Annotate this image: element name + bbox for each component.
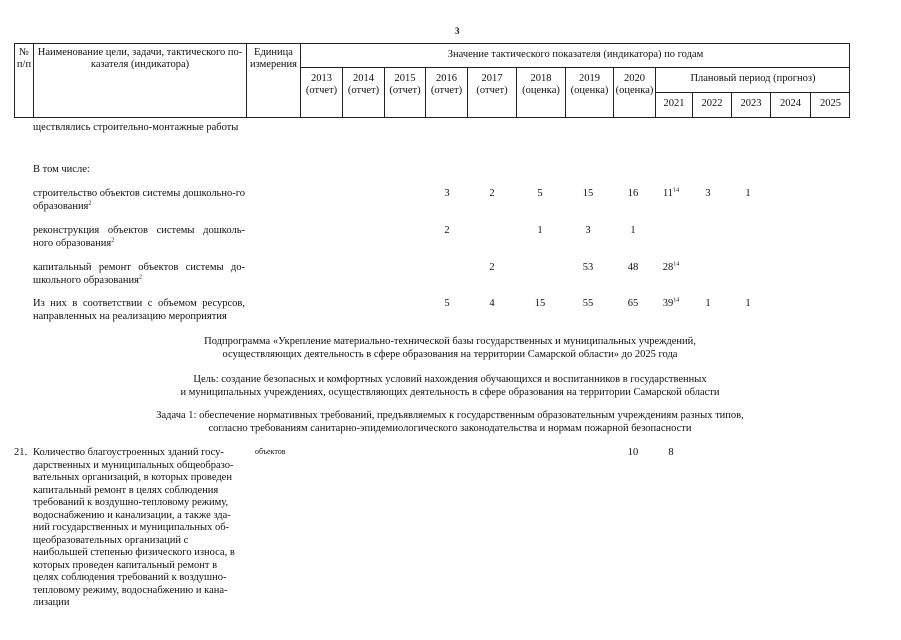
year-2019: 2019 (оценка) [570, 73, 609, 96]
row-capital-repair-label: капитальный ремонт объектов системы до-школьного образования$^2$ [33, 262, 245, 286]
row-from-them-2020: 65 [627, 298, 639, 309]
year-2018: 2018 (оценка) [522, 73, 560, 96]
header-number: № п/п [16, 47, 32, 70]
year-2017: 2017 (отчет) [476, 73, 508, 96]
year-2020: 2020 (оценка) [615, 73, 654, 96]
row-reconstruction-2016: 2 [444, 225, 450, 236]
plan-year-2022: 2022 [701, 98, 723, 109]
continuation-text: ществлялись строительно-монтажные работы [33, 122, 239, 133]
year-2015: 2015 (отчет) [389, 73, 421, 96]
header-values-title: Значение тактического показателя (индикатора) по годам [447, 49, 704, 60]
row-construction-2022: 3 [705, 188, 711, 199]
row-construction-2016: 3 [444, 188, 450, 199]
row-from-them-2022: 1 [705, 298, 711, 309]
row-reconstruction-label: реконструкция объектов системы дошколь-ного образования$^2$ [33, 225, 245, 249]
plan-year-2021: 2021 [663, 98, 685, 109]
row-capital-repair-2017: 2 [489, 262, 495, 273]
subprogram-title: Подпрограмма «Укрепление материально-технической базы государственных и муниципальных учреждений, осуществляющих деятельность в сфере образования на территории Самарской области» до 2025 года [204, 336, 696, 360]
header-plan-title: Плановый период (прогноз) [690, 73, 816, 84]
row-from-them-2023: 1 [745, 298, 751, 309]
row-from-them-2017: 4 [489, 298, 495, 309]
plan-year-2023: 2023 [740, 98, 762, 109]
row-construction-2021: $11^{14}$ [662, 187, 680, 199]
row-construction-label: строительство объектов системы дошкольно-го образования$^2$ [33, 188, 246, 212]
row-capital-repair-2019: 53 [582, 262, 594, 273]
header-unit: Единица измерения [250, 47, 297, 70]
row-from-them-2018: 15 [534, 298, 546, 309]
row-capital-repair-2021: $28^{14}$ [662, 261, 680, 273]
row-capital-repair-2020: 48 [627, 262, 639, 273]
table-header [14, 43, 850, 118]
row-construction-2017: 2 [489, 188, 495, 199]
header-name: Наименование цели, задачи, тактического по- казателя (индикатора) [37, 47, 243, 70]
row-from-them-label: Из них в соответствии с объемом ресурсов, направленных на реализацию мероприятия [33, 298, 245, 322]
row-construction-2020: 16 [627, 188, 639, 199]
year-2016: 2016 (отчет) [430, 73, 463, 96]
row-reconstruction-2018: 1 [537, 225, 543, 236]
plan-year-2024: 2024 [780, 98, 801, 109]
row-from-them-2016: 5 [444, 298, 450, 309]
row21-number: 21. [14, 447, 28, 458]
subprogram-task: Задача 1: обеспечение нормативных требований, предъявляемых к государственным образовательным учреждениям разных типов, согласно требованиям санитарно-эпидемиологического законодательства и нормам пожарной безопасности [156, 410, 744, 434]
row-reconstruction-2019: 3 [585, 225, 591, 236]
page-number: 3 [455, 26, 460, 36]
row-from-them-2019: 55 [582, 298, 594, 309]
year-2014: 2014 (отчет) [347, 73, 380, 96]
year-2013: 2013 (отчет) [305, 73, 338, 96]
row-from-them-2021: $39^{14}$ [662, 297, 680, 309]
row21-label: Количество благоустроенных зданий госу-дарственных и муниципальных общеобразо-вательных организаций, в которых проведен капитальный ремонт в целях соблюдения требований к воздушно-тепловому режиму, водоснабжению и канализации, а также зда-ний государственных и муниципальных об-щеобразовательных организаций с наибольшей степенью физического износа, в которых проведен капитальный ремонт в целях соблюдения требований к воздушно-тепловому режиму, водоснабжению и кана-лизации [33, 447, 235, 608]
subprogram-goal: Цель: создание безопасных и комфортных условий нахождения обучающихся и воспитанников в государственных и муниципальных учреждениях, осуществляющих деятельность в сфере образования на территории Самарской области [180, 374, 720, 398]
plan-year-2025: 2025 [820, 98, 841, 109]
row-construction-2018: 5 [537, 188, 543, 199]
including-text: В том числе: [33, 164, 90, 175]
row-construction-2023: 1 [745, 188, 751, 199]
row-reconstruction-2020: 1 [630, 225, 636, 236]
row21-unit: объектов [255, 447, 286, 456]
row21-2021: 8 [668, 447, 674, 458]
row21-2020: 10 [627, 447, 639, 458]
row-construction-2019: 15 [582, 188, 594, 199]
